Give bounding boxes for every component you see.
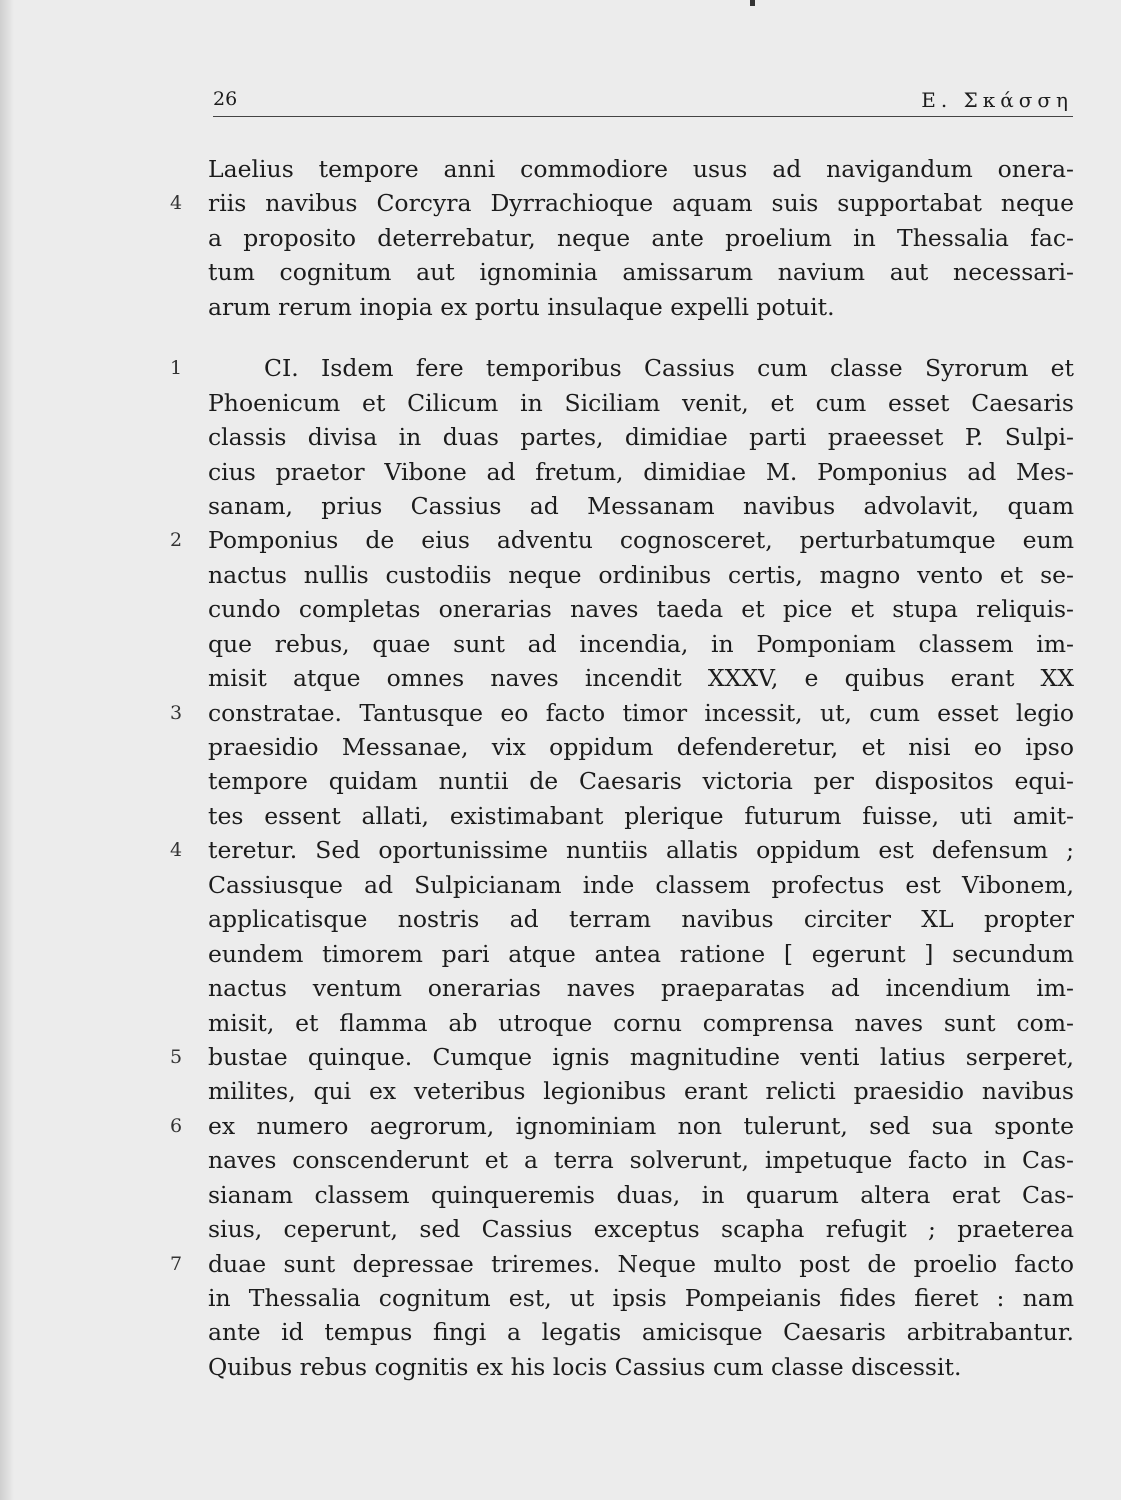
text-line: [208, 764, 1074, 798]
margin-section-number: 2: [170, 529, 183, 552]
line-text: eundem timorem pari atque antea ratione [ egerunt ] secundum: [208, 939, 1074, 968]
line-text: misit, et flamma ab utroque cornu comprensa naves sunt com-: [208, 1008, 1074, 1037]
text-line: [170, 523, 1074, 557]
text-line: [170, 1040, 1074, 1074]
line-text: Cassiusque ad Sulpicianam inde classem profectus est Vibonem,: [208, 870, 1074, 899]
line-text: arum rerum inopia ex portu insulaque expelli potuit.: [208, 292, 835, 321]
line-text: tempore quidam nuntii de Caesaris victoria per dispositos equi-: [208, 767, 1074, 796]
line-text: ex numero aegrorum, ignominiam non tulerunt, sed sua sponte: [208, 1111, 1074, 1140]
text-line: [208, 1143, 1074, 1177]
line-text: tes essent allati, existimabant plerique futurum fuisse, uti amit-: [208, 801, 1074, 830]
text-line: [208, 902, 1074, 936]
line-text: in Thessalia cognitum est, ut ipsis Pompeianis fides fieret : nam: [208, 1284, 1074, 1312]
margin-section-number: 3: [170, 701, 183, 724]
page-spine-shadow: [0, 0, 14, 1500]
margin-section-number: 1: [170, 357, 183, 380]
text-line: [208, 386, 1074, 420]
line-text: a proposito deterrebatur, neque ante proelium in Thessalia fac-: [208, 223, 1074, 252]
line-text: duae sunt depressae triremes. Neque multo post de proelio facto: [208, 1249, 1074, 1278]
text-line: [208, 1281, 1074, 1315]
text-line: [170, 1109, 1074, 1143]
text-line: [208, 661, 1074, 695]
line-text: classis divisa in duas partes, dimidiae parti praeesset P. Sulpi-: [208, 423, 1074, 452]
line-text: naves conscenderunt et a terra solverunt, impetuque facto in Cas-: [208, 1146, 1074, 1175]
line-text: tum cognitum aut ignominia amissarum navium aut necessari-: [208, 258, 1074, 287]
line-text: cundo completas onerarias naves taeda et pice et stupa reliquis-: [208, 595, 1074, 624]
margin-section-number: 7: [170, 1252, 183, 1275]
text-line: [208, 290, 1074, 324]
line-text: teretur. Sed oportunissime nuntiis allatis oppidum est defensum ;: [208, 836, 1074, 865]
running-head: Ε. Σκάσση: [921, 88, 1073, 112]
text-line: [170, 351, 1074, 385]
text-line: [208, 971, 1074, 1005]
text-line: [208, 558, 1074, 592]
margin-section-number: 6: [170, 1114, 183, 1137]
line-text: CI. Isdem fere temporibus Cassius cum classe Syrorum et: [264, 354, 1074, 383]
text-line: [208, 799, 1074, 833]
margin-section-number: 4: [170, 839, 183, 862]
text-line: [208, 1006, 1074, 1040]
text-line: [208, 455, 1074, 489]
line-text: misit atque omnes naves incendit XXXV, e quibus erant XX: [208, 664, 1074, 693]
line-text: cius praetor Vibone ad fretum, dimidiae M. Pomponius ad Mes-: [208, 457, 1074, 486]
text-line: [208, 868, 1074, 902]
text-line: [208, 730, 1074, 764]
margin-section-number: 5: [170, 1045, 183, 1068]
text-line: [170, 186, 1074, 220]
line-text: Phoenicum et Cilicum in Siciliam venit, et cum esset Caesaris: [208, 388, 1074, 417]
text-line: [208, 255, 1074, 289]
text-line: [208, 1212, 1074, 1246]
print-mark: [750, 0, 755, 6]
text-line: [208, 937, 1074, 971]
page-number: 26: [213, 88, 238, 110]
text-line: [170, 696, 1074, 730]
text-line: [208, 420, 1074, 454]
body-text: [170, 152, 1074, 1384]
line-text: Pomponius de eius adventu cognosceret, perturbatumque eum: [208, 526, 1074, 555]
line-text: ante id tempus fingi a legatis amicisque Caesaris arbitrabantur.: [208, 1318, 1074, 1347]
text-line: [170, 833, 1074, 867]
page-header: [213, 88, 1073, 117]
text-line: [208, 221, 1074, 255]
line-text: milites, qui ex veteribus legionibus erant relicti praesidio navibus: [208, 1077, 1074, 1106]
margin-section-number: 4: [170, 192, 183, 215]
line-text: nactus nullis custodiis neque ordinibus certis, magno vento et se-: [208, 560, 1074, 589]
text-line: [208, 489, 1074, 523]
line-text: sius, ceperunt, sed Cassius exceptus scapha refugit ; praeterea: [208, 1215, 1074, 1244]
text-line: [170, 1247, 1074, 1281]
text-line: [208, 627, 1074, 661]
line-text: Laelius tempore anni commodiore usus ad navigandum onera-: [208, 155, 1074, 183]
line-text: sanam, prius Cassius ad Messanam navibus advolavit, quam: [208, 491, 1074, 520]
text-line: [208, 1315, 1074, 1349]
text-line: [208, 1074, 1074, 1108]
line-text: praesidio Messanae, vix oppidum defenderetur, et nisi eo ipso: [208, 733, 1074, 761]
line-text: riis navibus Corcyra Dyrrachioque aquam suis supportabat neque: [208, 189, 1074, 218]
paragraph-gap: [208, 324, 1074, 351]
line-text: nactus ventum onerarias naves praeparatas ad incendium im-: [208, 974, 1074, 1003]
line-text: applicatisque nostris ad terram navibus circiter XL propter: [208, 905, 1074, 934]
line-text: que rebus, quae sunt ad incendia, in Pomponiam classem im-: [208, 629, 1074, 658]
text-line: [208, 1178, 1074, 1212]
line-text: bustae quinque. Cumque ignis magnitudine venti latius serperet,: [208, 1042, 1074, 1071]
text-line: [208, 152, 1074, 186]
text-line: [208, 592, 1074, 626]
line-text: Quibus rebus cognitis ex his locis Cassius cum classe discessit.: [208, 1352, 962, 1381]
line-text: constratae. Tantusque eo facto timor incessit, ut, cum esset legio: [208, 698, 1074, 727]
line-text: sianam classem quinqueremis duas, in quarum altera erat Cas-: [208, 1180, 1074, 1209]
text-line: [208, 1350, 1074, 1384]
